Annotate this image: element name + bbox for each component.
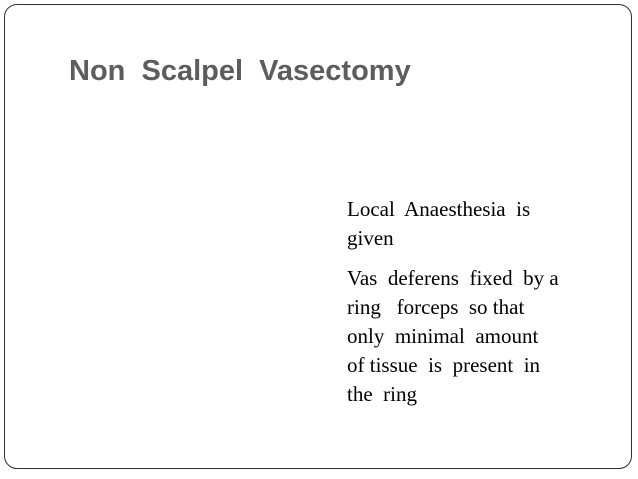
bullet-line: of tissue is present in — [347, 353, 541, 377]
bullet-line: only minimal amount — [347, 324, 539, 348]
bullet-line: the ring — [347, 382, 417, 406]
bullet-vas-deferens — [347, 264, 622, 409]
slide-title: Non Scalpel Vasectomy — [69, 55, 411, 87]
bullet-list — [347, 195, 622, 420]
bullet-line: Local Anaesthesia is — [347, 197, 531, 221]
bullet-line: ring forceps so that — [347, 295, 525, 319]
bullet-line: given — [347, 226, 394, 250]
bullet-local-anaesthesia — [347, 195, 622, 253]
bullet-line: Vas deferens fixed by a — [347, 266, 559, 290]
